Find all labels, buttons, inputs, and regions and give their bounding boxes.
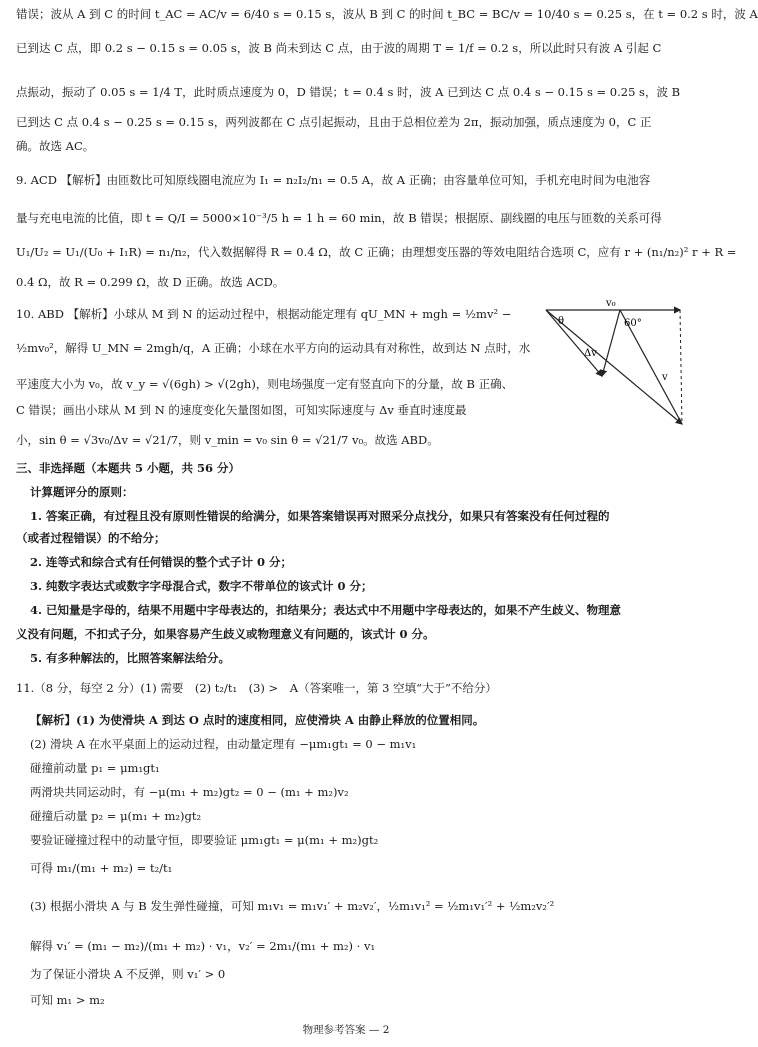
text-line-l26: (2) 滑块 A 在水平桌面上的运动过程，由动量定理有 −μm₁gt₁ = 0 − m₁v₁	[30, 737, 417, 751]
text-line-l1: 错误；波从 A 到 C 的时间 t_AC = AC/v = 6/40 s = 0.15 s，波从 B 到 C 的时间 t_BC = BC/v = 10/40 s = 0.25 s，在 t = 0.2 s 时，波 A	[16, 7, 758, 21]
text-line-l33: 解得 v₁′ = (m₁ − m₂)/(m₁ + m₂) · v₁，v₂′ = 2m₁/(m₁ + m₂) · v₁	[30, 939, 376, 953]
text-line-l35: 可知 m₁ > m₂	[30, 993, 105, 1007]
text-line-l21: 4. 已知量是字母的，结果不用题中字母表达的，扣结果分；表达式中不用题中字母表达的，如果不产生歧义、物理意	[30, 603, 622, 617]
dashed-line	[680, 310, 682, 424]
text-line-l23: 5. 有多种解法的，比照答案解法给分。	[30, 651, 231, 665]
text-line-l6: 9. ACD 【解析】由匝数比可知原线圈电流应为 I₁ = n₂I₂/n₁ = 0.5 A，故 A 正确；由容量单位可知，手机充电时间为电池容	[16, 173, 651, 187]
text-line-l22: 义没有问题，不扣式子分，如果容易产生歧义或物理意义有问题的，该式计 0 分。	[16, 627, 435, 641]
text-line-l14: 小，sin θ = √3v₀/Δv = √21/7，则 v_min = v₀ sin θ = √21/7 v₀。故选 ABD。	[16, 433, 439, 447]
v0-label: v₀	[606, 298, 616, 309]
text-line-l17: 1. 答案正确，有过程且没有原则性错误的给满分，如果答案错误再对照采分点找分，如果只有答案没有任何过程的	[30, 509, 610, 523]
text-line-l20: 3. 纯数字表达式或数字字母混合式，数字不带单位的该式计 0 分；	[30, 579, 373, 593]
text-line-l11: ½mv₀²，解得 U_MN = 2mgh/q，A 正确；小球在水平方向的运动具有对称性，故到达 N 点时，水	[16, 341, 531, 355]
text-line-l32: (3) 根据小滑块 A 与 B 发生弹性碰撞，可知 m₁v₁ = m₁v₁′ + m₂v₂′，½m₁v₁² = ½m₁v₁′² + ½m₂v₂′²	[30, 899, 555, 913]
dv-vector	[602, 310, 620, 376]
text-line-l2: 已到达 C 点，即 0.2 s − 0.15 s = 0.05 s，波 B 尚未到达 C 点，由于波的周期 T = 1/f = 0.2 s，所以此时只有波 A 引起 C	[16, 41, 662, 55]
text-line-l31: 可得 m₁/(m₁ + m₂) = t₂/t₁	[30, 861, 173, 875]
text-line-l30: 要验证碰撞过程中的动量守恒，即要验证 μm₁gt₁ = μ(m₁ + m₂)gt₂	[30, 833, 379, 847]
text-line-l19: 2. 连等式和综合式有任何错误的整个式子计 0 分；	[30, 555, 293, 569]
text-line-l27: 碰撞前动量 p₁ = μm₁gt₁	[30, 761, 160, 775]
page-footer: 物理参考答案 — 2	[302, 1024, 390, 1036]
angle-label: 60°	[624, 318, 642, 329]
text-line-l5: 确。故选 AC。	[16, 139, 95, 153]
text-line-l29: 碰撞后动量 p₂ = μ(m₁ + m₂)gt₂	[30, 809, 202, 823]
v-vector	[546, 310, 682, 424]
text-line-l4: 已到达 C 点 0.4 s − 0.25 s = 0.15 s，两列波都在 C 点引起振动，且由于总相位差为 2π，振动加强，质点速度为 0，C 正	[16, 115, 652, 129]
text-line-l10: 10. ABD 【解析】小球从 M 到 N 的运动过程中，根据动能定理有 qU_MN + mgh = ½mv² −	[16, 307, 512, 321]
perpendicular-line	[546, 310, 602, 376]
text-line-l3: 点振动，振动了 0.05 s = 1/4 T，此时质点速度为 0，D 错误；t = 0.4 s 时，波 A 已到达 C 点 0.4 s − 0.15 s = 0.25 s，波 B	[16, 85, 681, 99]
text-line-l8: U₁/U₂ = U₁/(U₀ + I₁R) = n₁/n₂，代入数据解得 R = 0.4 Ω，故 C 正确；由理想变压器的等效电阻结合选项 C，应有 r + (n₁/n₂)² r + R =	[16, 245, 737, 259]
text-line-l15: 三、非选择题（本题共 5 小题，共 56 分）	[16, 461, 241, 475]
text-line-l34: 为了保证小滑块 A 不反弹，则 v₁′ > 0	[30, 967, 226, 981]
text-line-l18: （或者过程错误）的不给分；	[16, 531, 166, 545]
text-line-l13: C 错误；画出小球从 M 到 N 的速度变化矢量图如图，可知实际速度与 Δv 垂直时速度最	[16, 403, 467, 417]
text-line-l9: 0.4 Ω，故 R = 0.299 Ω，故 D 正确。故选 ACD。	[16, 275, 285, 289]
text-line-l24: 11.（8 分，每空 2 分）(1) 需要 (2) t₂/t₁ (3) > A（答案唯一，第 3 空填“大于”不给分）	[16, 681, 497, 695]
text-line-l7: 量与充电电流的比值，即 t = Q/I = 5000×10⁻³/5 h = 1 h = 60 min，故 B 错误；根据原、副线圈的电压与匝数的关系可得	[16, 211, 662, 225]
dv-label: Δv	[584, 348, 597, 359]
velocity-vector-diagram	[540, 296, 686, 428]
theta-label: θ	[558, 316, 565, 327]
text-line-l12: 平速度大小为 v₀，故 v_y = √(6gh) > √(2gh)，则电场强度一定有竖直向下的分量，故 B 正确、	[16, 377, 514, 391]
text-line-l16: 计算题评分的原则：	[30, 485, 134, 499]
text-line-l28: 两滑块共同运动时，有 −μ(m₁ + m₂)gt₂ = 0 − (m₁ + m₂)v₂	[30, 785, 349, 799]
text-line-l25: 【解析】(1) 为使滑块 A 到达 O 点时的速度相同，应使滑块 A 由静止释放的位置相同。	[30, 713, 485, 727]
v-label: v	[662, 372, 668, 383]
